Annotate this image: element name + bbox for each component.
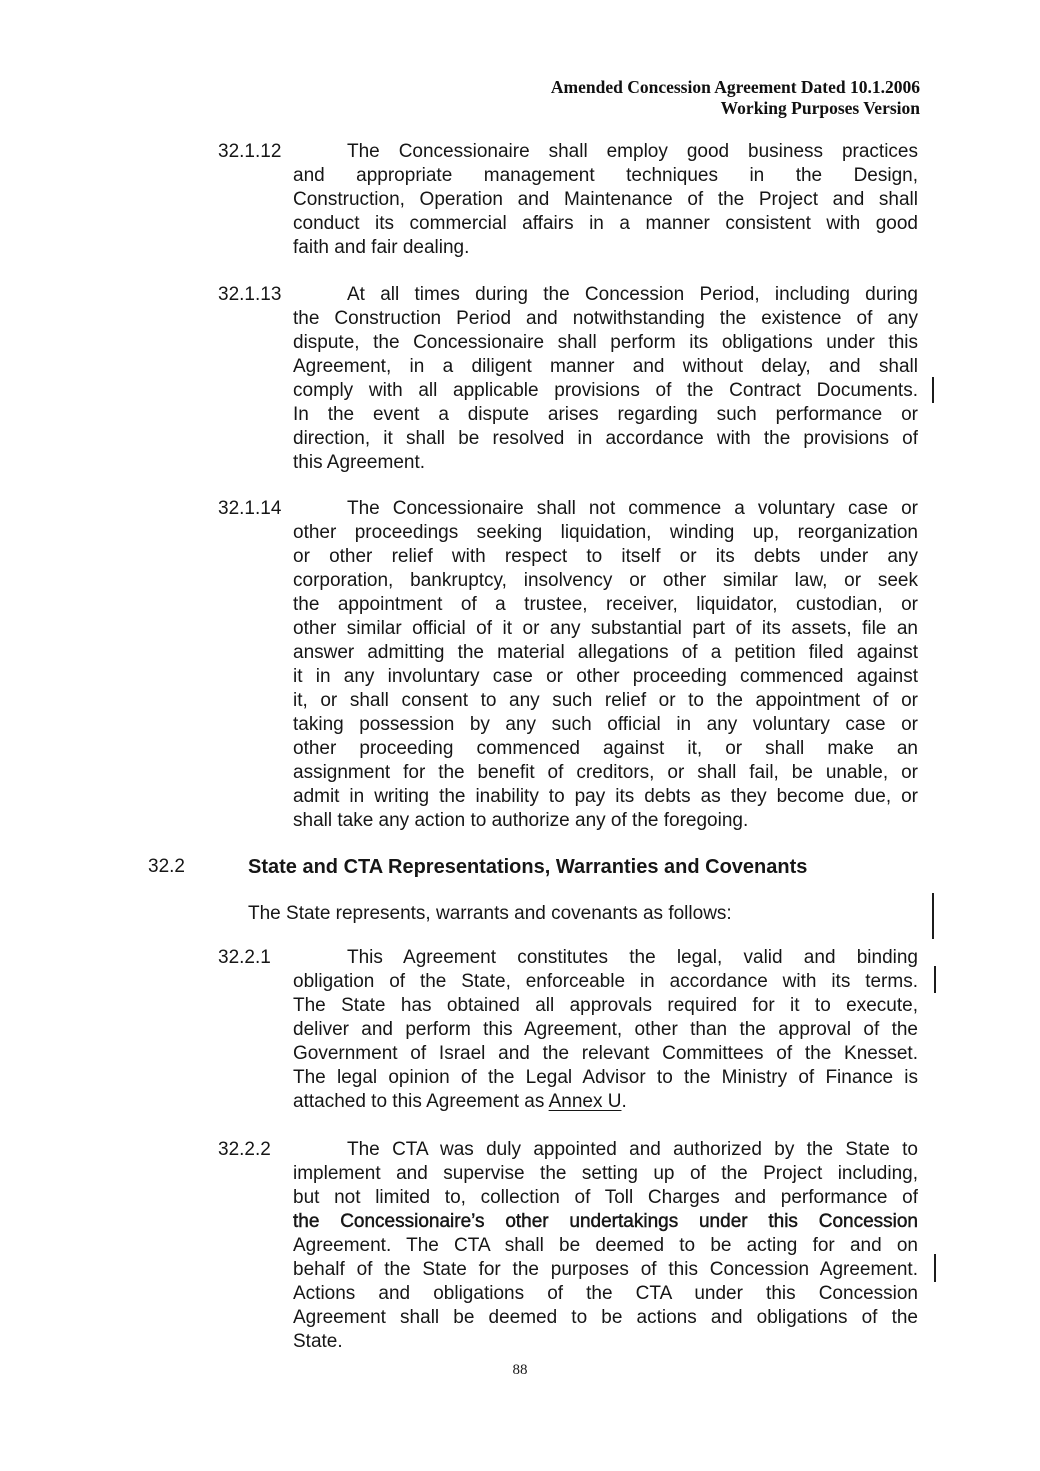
section-intro-text: The State represents, warrants and covenants as follows: xyxy=(248,903,732,924)
clause-32-1-12 xyxy=(218,140,918,260)
text-line: other proceedings seeking liquidation, winding up, reorganization xyxy=(293,522,918,543)
text-line: Actions and obligations of the CTA under this Concession xyxy=(293,1283,918,1304)
clause-number: 32.2.2 xyxy=(218,1139,271,1160)
text-line: In the event a dispute arises regarding such performance or xyxy=(293,404,918,425)
section-title: State and CTA Representations, Warranties and Covenants xyxy=(248,856,808,878)
text-line: Agreement shall be deemed to be actions and obligations of the xyxy=(293,1307,918,1328)
text-line: The State has obtained all approvals required for it to execute, xyxy=(293,995,918,1016)
document-header xyxy=(551,77,920,119)
revision-change-bar xyxy=(934,1254,936,1282)
clause-text xyxy=(293,497,918,833)
clause-32-1-13 xyxy=(218,283,918,475)
text-line: This Agreement constitutes the legal, valid and binding xyxy=(347,947,918,968)
annex-u-reference: Annex U xyxy=(548,1091,622,1112)
text-line: answer admitting the material allegations of a petition filed against xyxy=(293,642,918,663)
clause-text xyxy=(293,1138,918,1354)
text-line: the appointment of a trustee, receiver, liquidator, custodian, or xyxy=(293,594,918,615)
clause-text xyxy=(293,946,918,1114)
text-segment: . xyxy=(621,1091,627,1112)
section-32-2-heading xyxy=(148,855,920,879)
text-line: or other relief with respect to itself or its debts under any xyxy=(293,546,918,567)
text-line: Agreement, in a diligent manner and without delay, and shall xyxy=(293,356,918,377)
revision-change-bar xyxy=(934,966,936,993)
text-line: At all times during the Concession Period, including during xyxy=(347,284,918,305)
clause-text xyxy=(293,283,918,475)
text-line: it in any involuntary case or other proceeding commenced against xyxy=(293,666,918,687)
text-line: The Concessionaire shall not commence a voluntary case or xyxy=(347,498,918,519)
text-line xyxy=(293,1090,918,1114)
text-line: Government of Israel and the relevant Committees of the Knesset. xyxy=(293,1043,918,1064)
clause-32-1-14 xyxy=(218,497,918,833)
header-title: Amended Concession Agreement Dated 10.1.2006 xyxy=(550,77,920,97)
page-number: 88 xyxy=(512,1362,528,1378)
text-line: other proceeding commenced against it, or shall make an xyxy=(293,738,918,759)
text-line: but not limited to, collection of Toll Charges and performance of xyxy=(293,1187,918,1208)
clause-number: 32.1.14 xyxy=(218,498,282,519)
text-line: direction, it shall be resolved in accordance with the provisions of xyxy=(293,428,918,449)
clause-32-2-2 xyxy=(218,1138,918,1354)
text-line: corporation, bankruptcy, insolvency or other similar law, or seek xyxy=(293,570,918,591)
section-number: 32.2 xyxy=(148,856,185,877)
text-line: Construction, Operation and Maintenance of the Project and shall xyxy=(293,189,918,210)
text-line: shall take any action to authorize any of the foregoing. xyxy=(293,810,749,831)
text-line: the Concessionaire’s other undertakings under this Concession xyxy=(293,1211,918,1232)
text-line: this Agreement. xyxy=(293,452,426,473)
text-line: assignment for the benefit of creditors, or shall fail, be unable, or xyxy=(293,762,918,783)
text-line: taking possession by any such official in any voluntary case or xyxy=(293,714,918,735)
text-line: behalf of the State for the purposes of this Concession Agreement. xyxy=(293,1259,918,1280)
text-line: other similar official of it or any substantial part of its assets, file an xyxy=(293,618,918,639)
text-line: and appropriate management techniques in the Design, xyxy=(293,165,918,186)
text-segment: attached to this Agreement as xyxy=(293,1091,549,1112)
revision-change-bar xyxy=(932,893,934,939)
text-line: it, or shall consent to any such relief or to the appointment of or xyxy=(293,690,918,711)
text-line: obligation of the State, enforceable in accordance with its terms. xyxy=(293,971,918,992)
clause-text xyxy=(293,140,918,260)
text-line: State. xyxy=(293,1331,343,1352)
text-line: dispute, the Concessionaire shall perform its obligations under this xyxy=(293,332,918,353)
text-line: admit in writing the inability to pay its debts as they become due, or xyxy=(293,786,918,807)
clause-number: 32.1.12 xyxy=(218,141,282,162)
text-line: comply with all applicable provisions of the Contract Documents. xyxy=(293,380,918,401)
clause-number: 32.2.1 xyxy=(218,947,271,968)
text-line: conduct its commercial affairs in a manner consistent with good xyxy=(293,213,918,234)
text-line: implement and supervise the setting up of the Project including, xyxy=(293,1163,918,1184)
text-line: The CTA was duly appointed and authorized by the State to xyxy=(347,1139,918,1160)
text-line: deliver and perform this Agreement, other than the approval of the xyxy=(293,1019,918,1040)
text-line: Agreement. The CTA shall be deemed to be acting for and on xyxy=(293,1235,918,1256)
text-line: the Construction Period and notwithstanding the existence of any xyxy=(293,308,918,329)
text-line: faith and fair dealing. xyxy=(293,237,470,258)
document-body xyxy=(0,140,1040,1354)
header-subtitle: Working Purposes Version xyxy=(720,98,920,118)
revision-change-bar xyxy=(932,377,934,403)
text-line: The legal opinion of the Legal Advisor to the Ministry of Finance is xyxy=(293,1067,918,1088)
clause-32-2-1 xyxy=(218,946,918,1114)
clause-number: 32.1.13 xyxy=(218,284,282,305)
text-line: The Concessionaire shall employ good business practices xyxy=(347,141,918,162)
